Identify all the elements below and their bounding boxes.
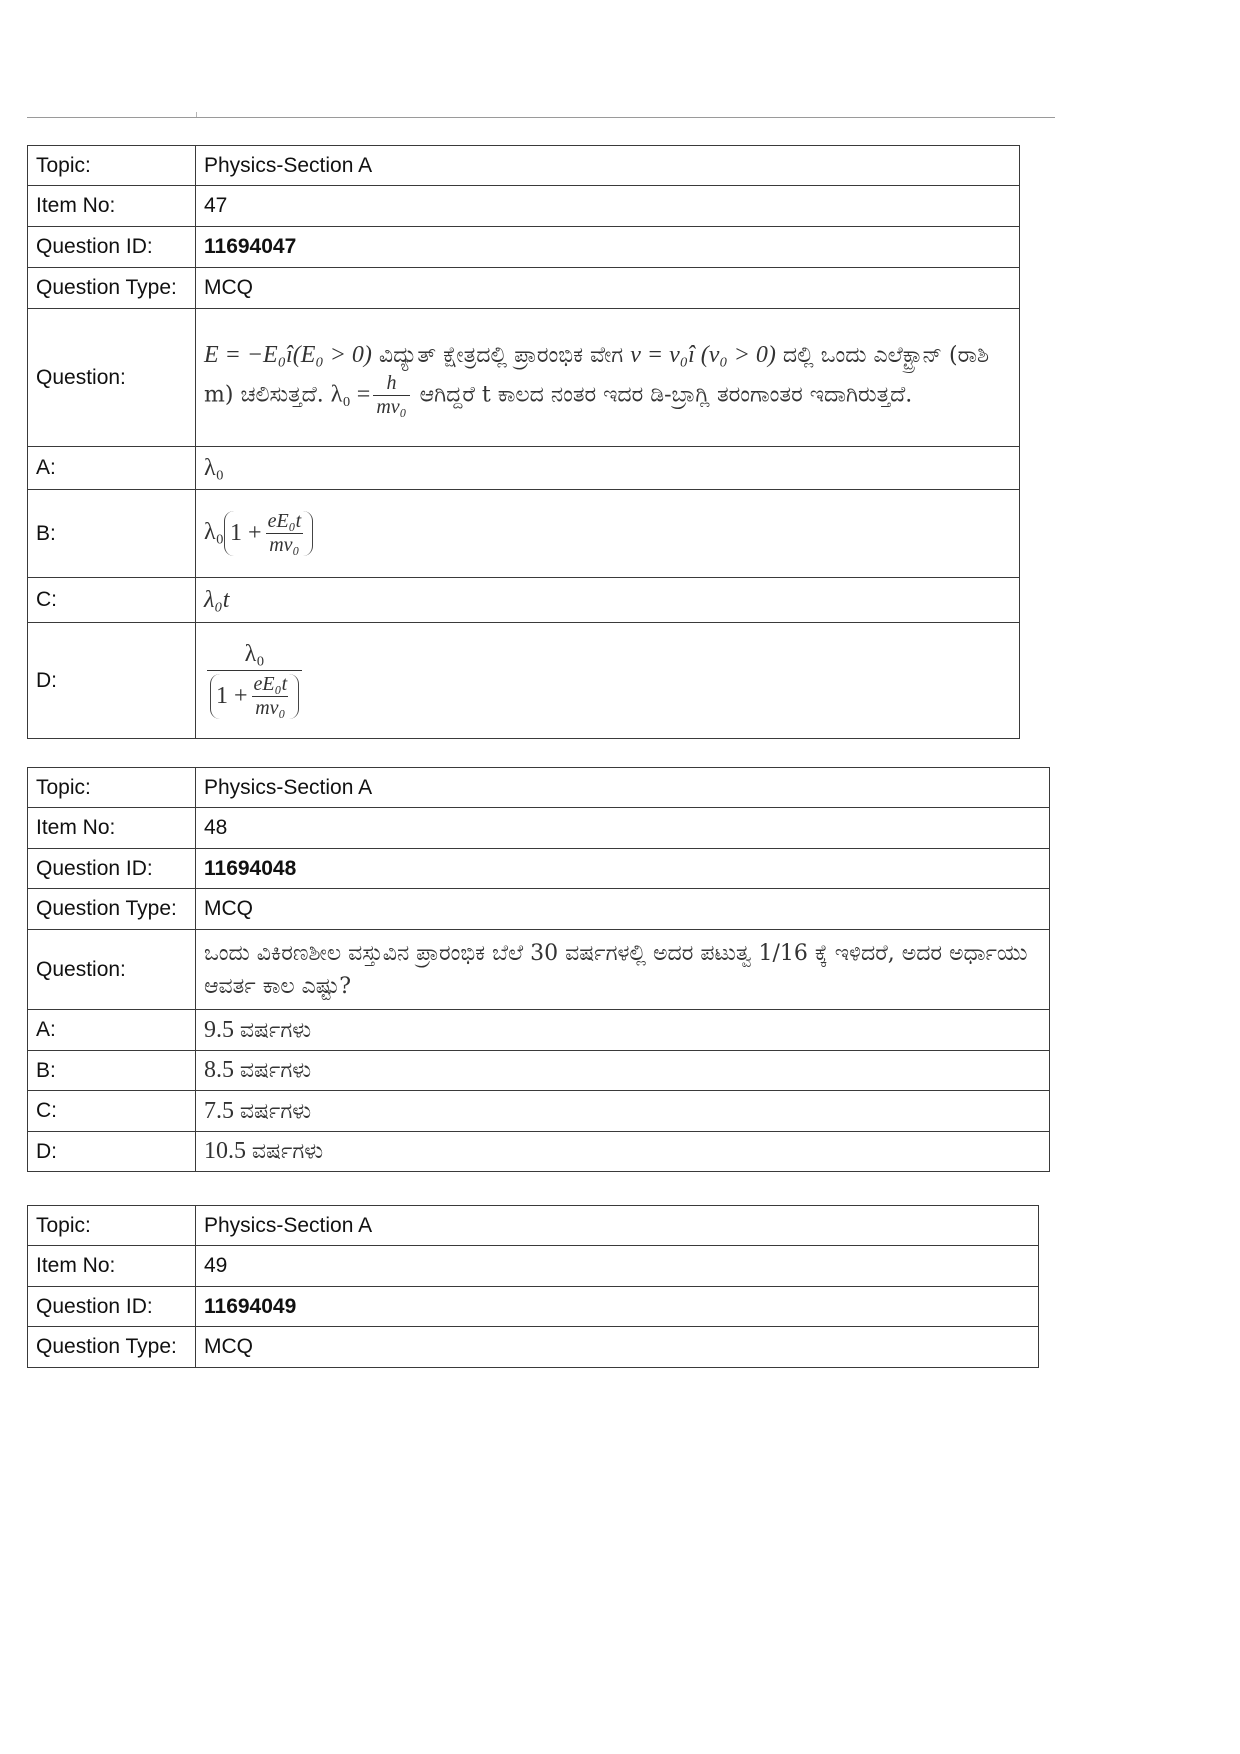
option-a-value bbox=[196, 1010, 1050, 1051]
table-row bbox=[28, 227, 1020, 268]
table-row bbox=[28, 447, 1020, 490]
option-a-label: A: bbox=[28, 447, 196, 490]
option-unit: ವರ್ಷಗಳು bbox=[239, 1098, 312, 1124]
option-b-paren bbox=[224, 511, 313, 556]
option-number: 9.5 bbox=[204, 1016, 234, 1043]
question-table-47 bbox=[27, 145, 1020, 739]
fraction-numerator: λ₀ bbox=[244, 640, 265, 667]
field-expression: E = −E₀î(E₀ > 0) bbox=[204, 342, 372, 368]
question-id-label: Question ID: bbox=[28, 849, 196, 889]
table-row bbox=[28, 309, 1020, 447]
question-text: ಒಂದು ವಿಕಿರಣಶೀಲ ವಸ್ತುವಿನ ಪ್ರಾರಂಭಿಕ ಬೆಲೆ 30 ವರ್ಷಗಳಲ್ಲಿ ಅದರ ಪಟುತ್ವ 1/16 ಕ್ಕೆ ಇಳಿದರೆ, ಅದರ ಅರ್ಧಾಯು ಆವರ್ತ ಕಾಲ ಎಷ್ಟು? bbox=[196, 930, 1050, 1010]
option-d-one-plus: 1 + bbox=[216, 683, 248, 709]
question-label: Question: bbox=[28, 309, 196, 447]
table-row bbox=[28, 889, 1050, 930]
fraction-denominator: mv₀ bbox=[266, 533, 302, 556]
question-label: Question: bbox=[28, 930, 196, 1010]
question-text bbox=[196, 309, 1020, 447]
table-row bbox=[28, 1206, 1039, 1246]
item-no-label: Item No: bbox=[28, 186, 196, 227]
question-id-value: 11694048 bbox=[196, 849, 1050, 889]
question-text-part: ಆಗಿದ್ದರೆ t ಕಾಲದ ನಂತರ ಇದರ ಡಿ-ಬ್ರಾಗ್ಲಿ ತರಂಗಾಂತರ ಇದಾಗಿರುತ್ತದೆ. bbox=[419, 382, 913, 408]
option-b-fraction bbox=[265, 511, 305, 556]
header-rule-tick bbox=[196, 112, 197, 117]
option-b-value bbox=[196, 1051, 1050, 1091]
question-type-label: Question Type: bbox=[28, 1327, 196, 1368]
question-id-value: 11694047 bbox=[196, 227, 1020, 268]
topic-label: Topic: bbox=[28, 768, 196, 808]
question-text-part: ದಲ್ಲಿ ಒಂದು ಎಲೆಕ್ಟ್ರಾನ್ (ರಾಶಿ m) ಚಲಿಸುತ್ತದೆ. bbox=[204, 343, 990, 408]
topic-value: Physics-Section A bbox=[196, 146, 1020, 186]
table-row bbox=[28, 186, 1020, 227]
option-unit: ವರ್ಷಗಳು bbox=[239, 1017, 312, 1043]
topic-label: Topic: bbox=[28, 1206, 196, 1246]
table-row bbox=[28, 1010, 1050, 1051]
item-no-value: 48 bbox=[196, 808, 1050, 849]
topic-value: Physics-Section A bbox=[196, 768, 1050, 808]
question-id-value: 11694049 bbox=[196, 1287, 1039, 1327]
option-b-prefix: λ₀ bbox=[204, 519, 225, 546]
option-a-value: λ₀ bbox=[196, 447, 1020, 490]
table-row bbox=[28, 146, 1020, 186]
option-c-value bbox=[196, 1091, 1050, 1132]
item-no-value: 47 bbox=[196, 186, 1020, 227]
fraction-numerator: eE₀t bbox=[253, 673, 288, 696]
question-type-label: Question Type: bbox=[28, 268, 196, 309]
lambda-expression: λ₀ = bbox=[330, 381, 371, 408]
table-row bbox=[28, 849, 1050, 889]
option-d-label: D: bbox=[28, 623, 196, 739]
lambda-fraction bbox=[373, 373, 409, 418]
fraction-denominator bbox=[207, 670, 302, 719]
option-a-label: A: bbox=[28, 1010, 196, 1051]
fraction-numerator: h bbox=[386, 372, 397, 394]
table-row bbox=[28, 1327, 1039, 1368]
option-d-paren bbox=[210, 674, 299, 719]
option-unit: ವರ್ಷಗಳು bbox=[239, 1058, 312, 1083]
item-no-value: 49 bbox=[196, 1246, 1039, 1287]
header-rule bbox=[27, 117, 1055, 118]
table-row bbox=[28, 1246, 1039, 1287]
question-type-value: MCQ bbox=[196, 268, 1020, 309]
question-table-48 bbox=[27, 767, 1050, 1172]
table-row bbox=[28, 1132, 1050, 1172]
item-no-label: Item No: bbox=[28, 808, 196, 849]
option-d-value bbox=[196, 623, 1020, 739]
option-number: 8.5 bbox=[204, 1057, 234, 1083]
option-number: 7.5 bbox=[204, 1097, 234, 1124]
option-c-label: C: bbox=[28, 578, 196, 623]
table-row bbox=[28, 268, 1020, 309]
table-row bbox=[28, 623, 1020, 739]
fraction-denominator: mv₀ bbox=[373, 395, 409, 418]
question-table-49 bbox=[27, 1205, 1039, 1368]
question-type-value: MCQ bbox=[196, 1327, 1039, 1368]
fraction-numerator: eE₀t bbox=[267, 510, 302, 532]
topic-value: Physics-Section A bbox=[196, 1206, 1039, 1246]
option-d-fraction bbox=[207, 642, 302, 719]
option-b-label: B: bbox=[28, 1051, 196, 1091]
table-row bbox=[28, 768, 1050, 808]
question-type-value: MCQ bbox=[196, 889, 1050, 930]
option-c-label: C: bbox=[28, 1091, 196, 1132]
option-d-value bbox=[196, 1132, 1050, 1172]
item-no-label: Item No: bbox=[28, 1246, 196, 1287]
question-type-label: Question Type: bbox=[28, 889, 196, 930]
topic-label: Topic: bbox=[28, 146, 196, 186]
table-row bbox=[28, 578, 1020, 623]
table-row bbox=[28, 808, 1050, 849]
option-b-label: B: bbox=[28, 490, 196, 578]
question-text-part: ವಿದ್ಯುತ್ ಕ್ಷೇತ್ರದಲ್ಲಿ ಪ್ರಾರಂಭಿಕ ವೇಗ bbox=[378, 343, 624, 368]
question-id-label: Question ID: bbox=[28, 227, 196, 268]
option-number: 10.5 bbox=[204, 1138, 246, 1164]
option-b-value bbox=[196, 490, 1020, 578]
fraction-denominator: mv₀ bbox=[252, 696, 288, 719]
table-row bbox=[28, 930, 1050, 1010]
table-row bbox=[28, 1091, 1050, 1132]
velocity-expression: v = v₀î (v₀ > 0) bbox=[630, 342, 776, 368]
option-c-value: λ₀t bbox=[196, 578, 1020, 623]
option-unit: ವರ್ಷಗಳು bbox=[251, 1139, 324, 1164]
option-d-label: D: bbox=[28, 1132, 196, 1172]
option-b-one-plus: 1 + bbox=[230, 520, 262, 546]
option-d-inner-fraction bbox=[251, 674, 291, 719]
question-id-label: Question ID: bbox=[28, 1287, 196, 1327]
table-row bbox=[28, 1287, 1039, 1327]
table-row bbox=[28, 490, 1020, 578]
table-row bbox=[28, 1051, 1050, 1091]
